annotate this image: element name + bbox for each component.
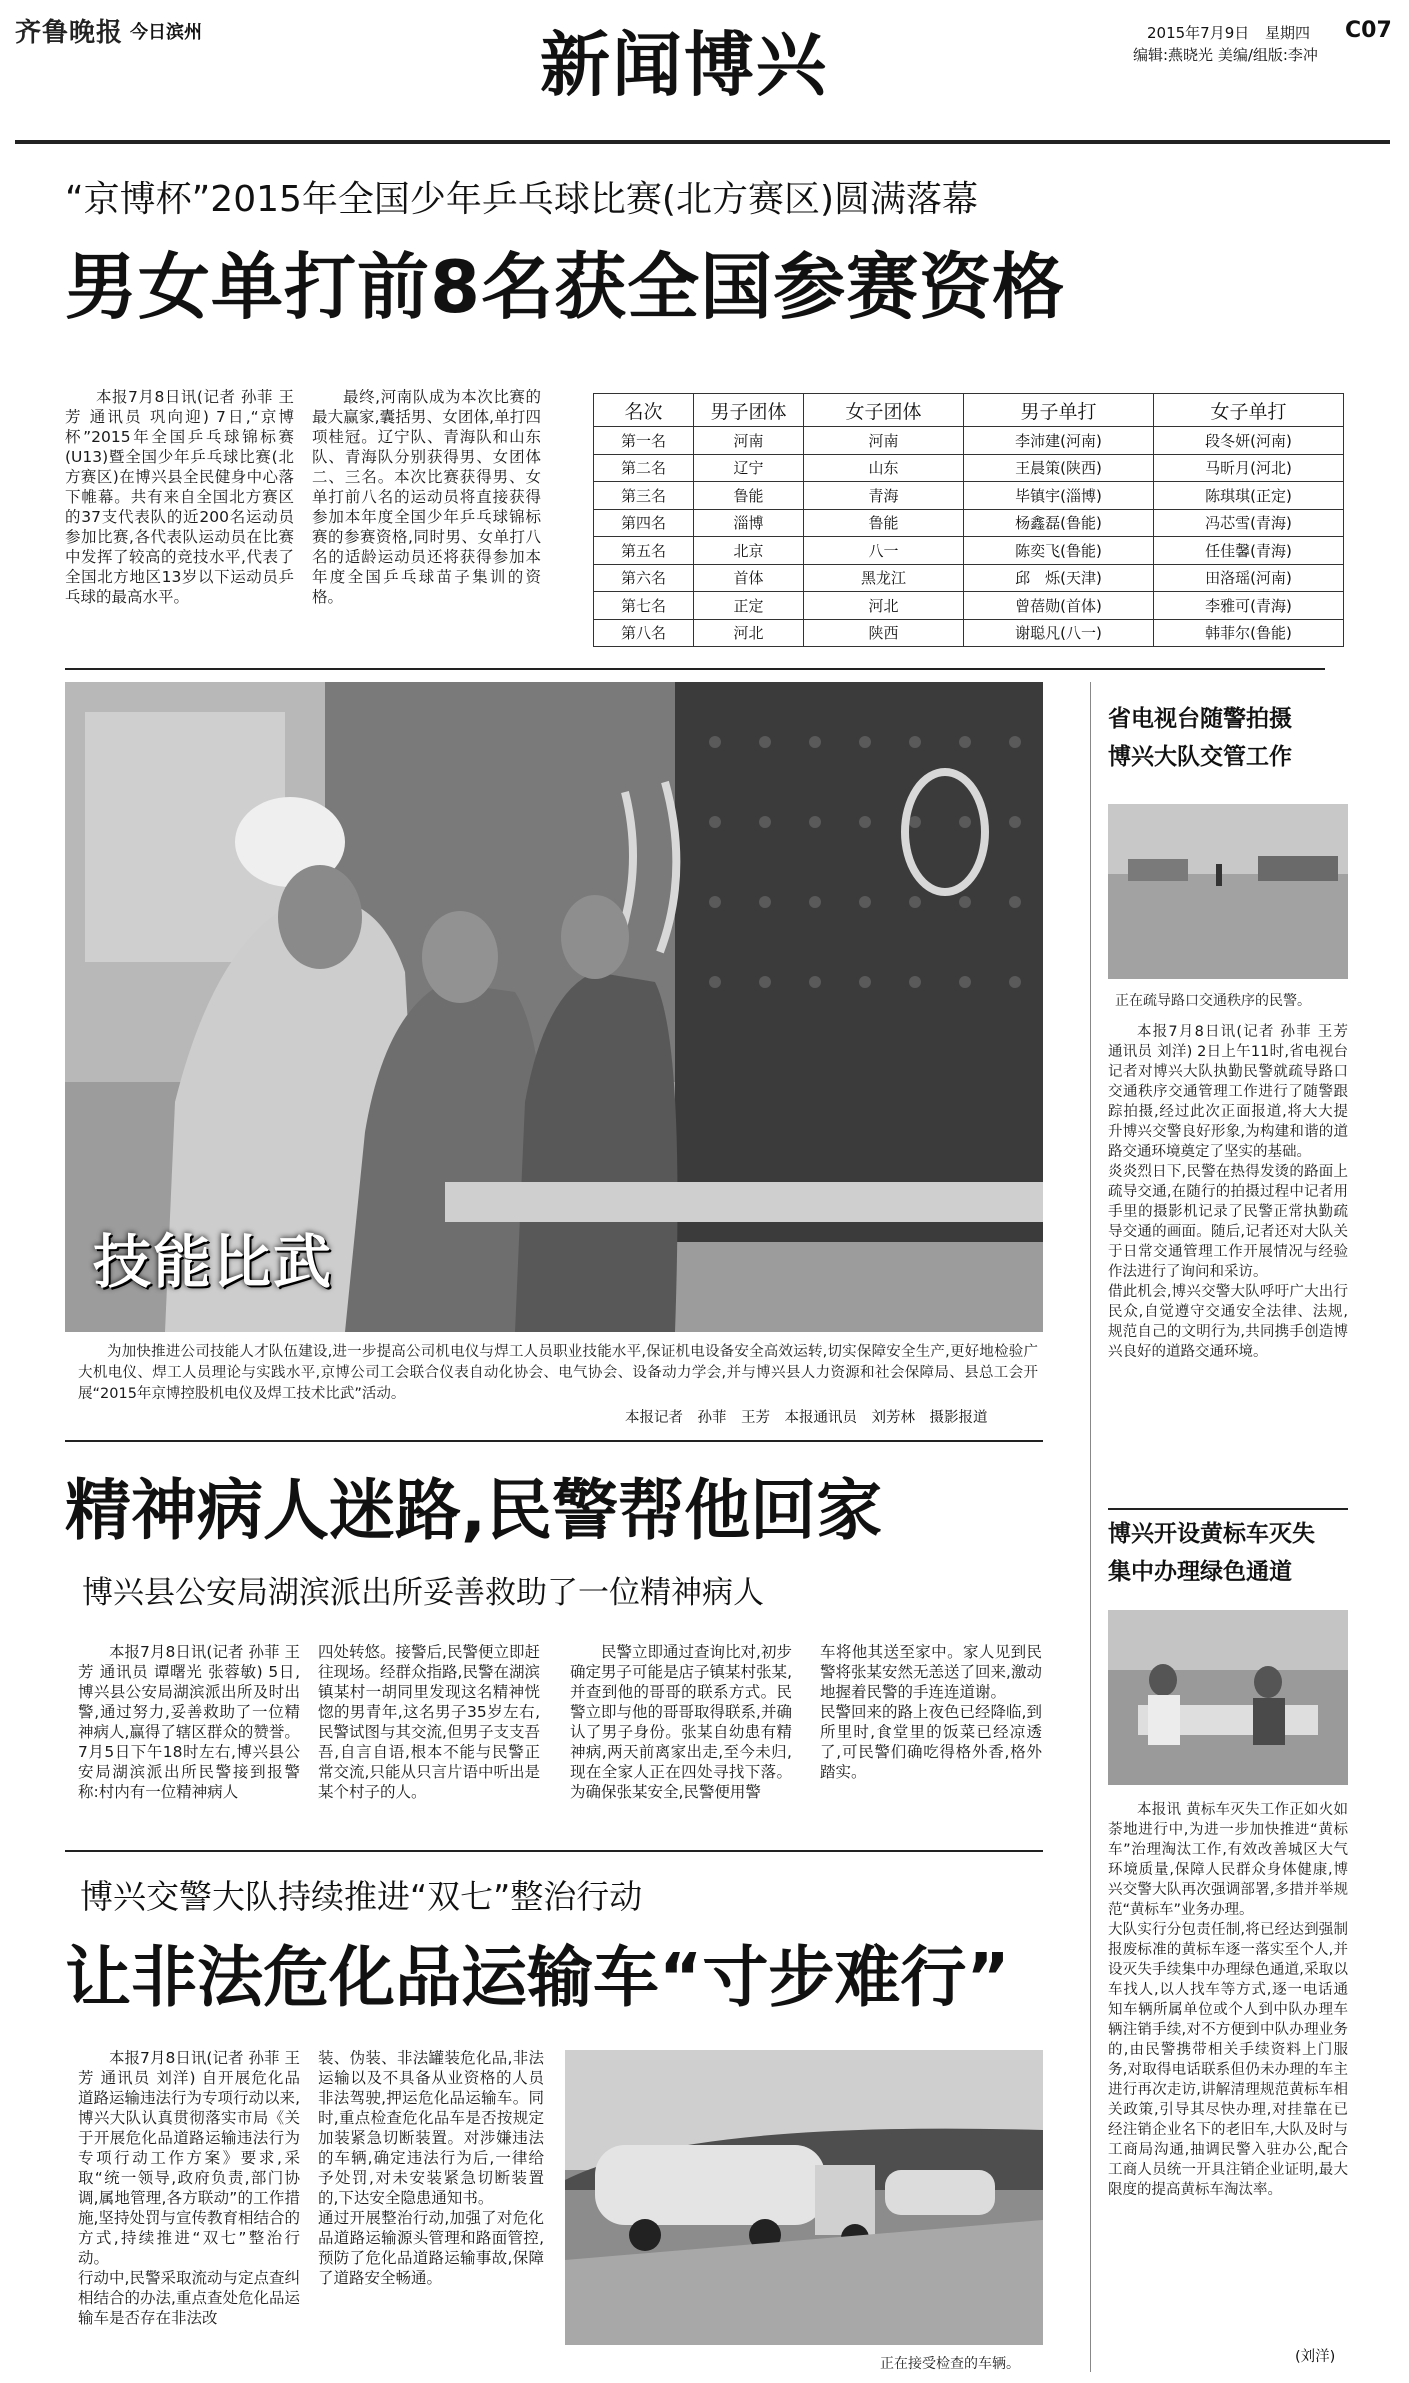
masthead-rule	[15, 140, 1390, 144]
article2-col4	[820, 1642, 1042, 1782]
results-table	[593, 393, 1344, 647]
sidebar2-signature: (刘洋)	[1295, 2349, 1336, 2365]
table-cell: 北京	[694, 537, 804, 565]
article2-col3	[570, 1642, 792, 1802]
table-header: 女子团体	[804, 394, 964, 427]
article1-col2	[312, 387, 541, 607]
photo-illustration	[1108, 804, 1348, 979]
sidebar1-photo-caption: 正在疏导路口交通秩序的民警。	[1115, 993, 1311, 1009]
article2-paragraph: 本报7月8日讯(记者 孙菲 王芳 通讯员 谭曙光 张蓉敏) 5日,博兴县公安局湖滨派出所及时出警,通过努力,妥善救助了一位精神病人,赢得了辖区群众的赞誉。 7月5日下午18时左右,博兴县公安局湖滨派出所民警接到报警称:村内有一位精神病人	[78, 1643, 300, 1801]
table-cell: 第二名	[594, 454, 694, 482]
article2-headline: 精神病人迷路,民警帮他回家	[65, 1472, 883, 1549]
table-cell: 王晨策(陕西)	[964, 454, 1154, 482]
tanker-photo-caption: 正在接受检查的车辆。	[880, 2356, 1020, 2372]
table-cell: 鲁能	[694, 482, 804, 510]
table-cell: 河南	[804, 427, 964, 455]
sidebar2-paragraph: 本报讯 黄标车灭失工作正如火如荼地进行中,为进一步加快推进“黄标车”治理淘汰工作,有效改善城区大气环境质量,保障人民群众身体健康,博兴交警大队再次强调部署,多措并举规范“黄标车”业务办理。 大队实行分包责任制,将已经达到强制报废标准的黄标车逐一落实至个人,并设灭失手续集中办理绿色通道,采取以车找人,以人找车等方式,逐一电话通知车辆所属单位或个人到中队办理车辆注销手续,对不方便到中队办理业务的,由民警携带相关手续资料上门服务,对取得电话联系但仍未办理的车主进行再次走访,讲解清理规范黄标车相关政策,引导其尽快办理,对挂靠在已经注销企业名下的老旧车,大队及时与工商局沟通,抽调民警入驻办公,配合工商人员统一开具注销企业证明,最大限度的提高黄标车淘汰率。	[1108, 1802, 1348, 2198]
sidebar1-bottom-rule	[1108, 1508, 1348, 1510]
table-cell: 陈奕飞(鲁能)	[964, 537, 1154, 565]
article2-col2	[318, 1642, 540, 1802]
sidebar-divider	[1090, 682, 1091, 2372]
table-cell: 冯芯雪(青海)	[1154, 509, 1344, 537]
table-header: 女子单打	[1154, 394, 1344, 427]
sidebar1	[1108, 700, 1348, 776]
table-row	[594, 427, 1344, 455]
traffic-police-photo	[1108, 804, 1348, 979]
sidebar2-body	[1108, 1800, 1348, 2200]
article1-bottom-rule	[65, 668, 1325, 670]
table-cell: 邱 烁(天津)	[964, 564, 1154, 592]
section-title: 新闻博兴	[540, 23, 828, 106]
article1-paragraph: 最终,河南队成为本次比赛的最大赢家,囊括男、女团体,单打四项桂冠。辽宁队、青海队和山东队、青海队分别获得男、女团体二、三名。本次比赛获得男、女单打前八名的运动员将直接获得参加本年度全国少年乒乓球锦标赛的参赛资格,同时男、女单打八名的适龄运动员还将获得参加本年度全国乒乓球苗子集训的资格。	[312, 388, 541, 606]
masthead	[0, 0, 1409, 145]
article3-paragraph: 装、伪装、非法罐装危化品,非法运输以及不具备从业资格的人员非法驾驶,押运危化品运输车。同时,重点检查危化品车是否按规定加装紧急切断装置。对涉嫌违法的车辆,确定违法行为后,一律给予处罚,对未安装紧急切断装置的,下达安全隐患通知书。 通过开展整治行动,加强了对危化品道路运输源头管理和路面管控,预防了危化品道路运输事故,保障了道路安全畅通。	[318, 2049, 544, 2287]
article2-paragraph: 车将他其送至家中。家人见到民警将张某安然无恙送了回来,激动地握着民警的手连连道谢。 民警回来的路上夜色已经降临,到所里时,食堂里的饭菜已经凉透了,可民警们确吃得格外香,格外踏实。	[820, 1643, 1042, 1781]
table-cell: 毕镇宇(淄博)	[964, 482, 1154, 510]
table-cell: 李沛建(河南)	[964, 427, 1154, 455]
issue-weekday: 星期四	[1265, 24, 1311, 42]
table-cell: 第八名	[594, 619, 694, 647]
skills-competition-photo	[65, 682, 1043, 1332]
table-cell: 任佳馨(青海)	[1154, 537, 1344, 565]
article2-bottom-rule	[65, 1850, 1043, 1852]
table-row	[594, 592, 1344, 620]
table-cell: 河北	[694, 619, 804, 647]
table-cell: 八一	[804, 537, 964, 565]
table-cell: 河北	[804, 592, 964, 620]
table-cell: 田洛瑶(河南)	[1154, 564, 1344, 592]
table-cell: 青海	[804, 482, 964, 510]
sidebar1-title-line2: 博兴大队交管工作	[1108, 744, 1292, 770]
article3-paragraph: 本报7月8日讯(记者 孙菲 王芳 通讯员 刘洋) 自开展危化品道路运输违法行为专项行动以来,博兴大队认真贯彻落实市局《关于开展危化品道路运输违法行为专项行动工作方案》要求,采取“统一领导,政府负责,部门协调,属地管理,各方联动”的工作措施,坚持处罚与宣传教育相结合的方式,持续推进“双七”整治行动。 行动中,民警采取流动与定点查纠相结合的办法,重点查处危化品运输车是否存在非法改	[78, 2049, 300, 2327]
table-cell: 第一名	[594, 427, 694, 455]
article1-headline: 男女单打前8名获全国参赛资格	[65, 245, 1066, 329]
table-header: 男子单打	[964, 394, 1154, 427]
photo-feature-caption	[78, 1342, 1038, 1405]
paper-logo: 齐鲁晚报	[15, 18, 124, 48]
sidebar2	[1108, 1515, 1348, 1591]
photo-credit: 本报记者 孙菲 王芳 本报通讯员 刘芳林 摄影报道	[625, 1410, 988, 1426]
table-cell: 第五名	[594, 537, 694, 565]
article1-kicker: “京博杯”2015年全国少年乒乓球比赛(北方赛区)圆满落幕	[65, 179, 979, 220]
table-cell: 陕西	[804, 619, 964, 647]
sidebar1-title-line1: 省电视台随警拍摄	[1108, 706, 1292, 732]
table-cell: 黑龙江	[804, 564, 964, 592]
table-cell: 杨鑫磊(鲁能)	[964, 509, 1154, 537]
sidebar2-title-line1: 博兴开设黄标车灭失	[1108, 1521, 1315, 1547]
table-cell: 第六名	[594, 564, 694, 592]
table-row	[594, 619, 1344, 647]
photo-overlay-title: 技能比武	[93, 1228, 334, 1296]
table-row	[594, 509, 1344, 537]
edition-label: 今日滨州	[130, 22, 202, 43]
table-cell: 马昕月(河北)	[1154, 454, 1344, 482]
table-row	[594, 537, 1344, 565]
table-row	[594, 482, 1344, 510]
table-cell: 曾蓓勋(首体)	[964, 592, 1154, 620]
photo-illustration	[1108, 1610, 1348, 1785]
sidebar1-body	[1108, 1022, 1348, 1362]
table-cell: 谢聪凡(八一)	[964, 619, 1154, 647]
table-cell: 正定	[694, 592, 804, 620]
table-cell: 辽宁	[694, 454, 804, 482]
article2-paragraph: 四处转悠。接警后,民警便立即赶往现场。经群众指路,民警在湖滨镇某村一胡同里发现这名精神恍惚的男青年,这名男子35岁左右,民警试图与其交流,但男子支支吾吾,自言自语,根本不能与民警正常交流,只能从只言片语中听出是某个村子的人。	[318, 1643, 540, 1801]
article3-headline: 让非法危化品运输车“寸步难行”	[65, 1939, 1010, 2016]
table-cell: 第七名	[594, 592, 694, 620]
table-row	[594, 564, 1344, 592]
tanker-trucks-photo	[565, 2050, 1043, 2345]
article1-paragraph: 本报7月8日讯(记者 孙菲 王芳 通讯员 巩向迎) 7日,“京博杯”2015年全国乒乓球锦标赛(U13)暨全国少年乒乓球比赛(北方赛区)在博兴县全民健身中心落下帷幕。共有来自全国北方赛区的37支代表队的近200名运动员参加比赛,各代表队运动员在比赛中发挥了较高的竞技水平,代表了全国北方地区13岁以下运动员乒乓球的最高水平。	[65, 388, 294, 606]
table-header-row	[594, 394, 1344, 427]
table-cell: 李雅可(青海)	[1154, 592, 1344, 620]
article2-subhead: 博兴县公安局湖滨派出所妥善救助了一位精神病人	[82, 1575, 764, 1611]
table-cell: 第三名	[594, 482, 694, 510]
issue-date: 2015年7月9日	[1147, 24, 1250, 42]
table-cell: 陈琪琪(正定)	[1154, 482, 1344, 510]
table-cell: 韩菲尔(鲁能)	[1154, 619, 1344, 647]
photo-bottom-rule	[65, 1440, 1043, 1442]
office-photo	[1108, 1610, 1348, 1785]
article2-paragraph: 民警立即通过查询比对,初步确定男子可能是店子镇某村张某,并查到他的哥哥的联系方式。民警立即与他的哥哥取得联系,并确认了男子身份。张某自幼患有精神病,两天前离家出走,至今未归,现在全家人正在四处寻找下落。为确保张某安全,民警便用警	[570, 1643, 792, 1801]
article3-col1	[78, 2048, 300, 2328]
page-number: C07	[1345, 18, 1392, 43]
article3-kicker: 博兴交警大队持续推进“双七”整治行动	[80, 1877, 643, 1916]
table-cell: 段冬妍(河南)	[1154, 427, 1344, 455]
results-table-wrap	[593, 393, 1344, 647]
photo-caption-text: 为加快推进公司技能人才队伍建设,进一步提高公司机电仪与焊工人员职业技能水平,保证机电设备安全高效运转,切实保障安全生产,更好地检验广大机电仪、焊工人员理论与实践水平,京博公司工会联合仪表自动化协会、电气协会、设备动力学会,并与博兴县人力资源和社会保障局、县总工会开展“2015年京博控股机电仪及焊工技术比武”活动。	[78, 1344, 1038, 1402]
table-cell: 山东	[804, 454, 964, 482]
article3-col2	[318, 2048, 544, 2288]
table-row	[594, 454, 1344, 482]
table-header: 名次	[594, 394, 694, 427]
article2-col1	[78, 1642, 300, 1802]
photo-illustration	[565, 2050, 1043, 2345]
table-cell: 首体	[694, 564, 804, 592]
table-cell: 第四名	[594, 509, 694, 537]
sidebar1-paragraph: 本报7月8日讯(记者 孙菲 王芳 通讯员 刘洋) 2日上午11时,省电视台记者对博兴大队执勤民警就疏导路口交通秩序交通管理工作进行了随警跟踪拍摄,经过此次正面报道,将大大提升博兴交警良好形象,为构建和谐的道路交通环境奠定了坚实的基础。 炎炎烈日下,民警在热得发烫的路面上疏导交通,在随行的拍摄过程中记者用手里的摄影机记录了民警正常执勤疏导交通的画面。随后,记者还对大队关于日常交通管理工作开展情况与经验作法进行了询问和采访。 借此机会,博兴交警大队呼吁广大出行民众,自觉遵守交通安全法律、法规,规范自己的文明行为,共同携手创造博兴良好的道路交通环境。	[1108, 1024, 1348, 1360]
table-header: 男子团体	[694, 394, 804, 427]
editor-line: 编辑:燕晓光 美编/组版:李冲	[1133, 46, 1318, 64]
article1-col1	[65, 387, 294, 607]
table-cell: 淄博	[694, 509, 804, 537]
table-cell: 鲁能	[804, 509, 964, 537]
sidebar2-title-line2: 集中办理绿色通道	[1108, 1559, 1292, 1585]
table-cell: 河南	[694, 427, 804, 455]
